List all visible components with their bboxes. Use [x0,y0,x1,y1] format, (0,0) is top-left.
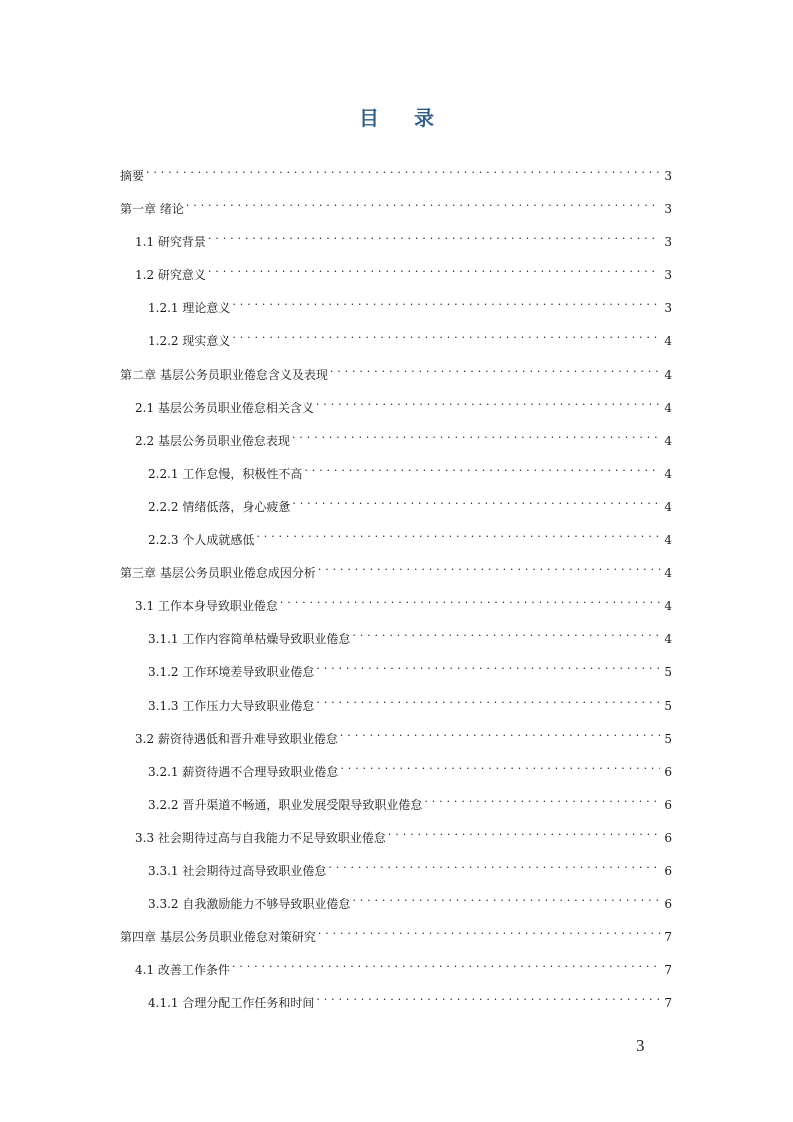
toc-entry-page: 4 [664,433,672,448]
toc-dot-leader [232,292,660,312]
toc-entry[interactable] [120,524,672,557]
toc-entry-page: 5 [664,731,672,746]
toc-entry-page: 3 [664,301,672,316]
toc-dot-leader [330,359,660,379]
toc-entry-page: 6 [664,863,672,878]
toc-dot-leader [208,259,660,279]
toc-dot-leader [316,987,660,1007]
toc-dot-leader [352,888,660,908]
toc-entry-text: 3.3.2 自我激励能力不够导致职业倦怠 [148,897,351,912]
toc-entry[interactable] [120,888,672,921]
toc-entry-page: 4 [664,334,672,349]
toc-entry-text: 摘要 [120,169,145,183]
toc-entry-text: 1.2.2 现实意义 [148,334,231,349]
toc-entry-text: 3.1 工作本身导致职业倦怠 [135,599,278,614]
toc-entry[interactable] [120,160,672,193]
toc-dot-leader [318,921,660,941]
page-number: 3 [636,1036,645,1055]
toc-entry-text: 第一章 绪论 [120,202,184,217]
toc-entry-page: 6 [664,764,672,779]
toc-entry-text: 3.2.1 薪资待遇不合理导致职业倦怠 [148,764,339,779]
toc-entry-text: 3.1.1 工作内容简单枯燥导致职业倦怠 [148,632,351,647]
toc-entry-page: 4 [664,367,672,382]
toc-entry-text: 4.1 改善工作条件 [135,963,230,978]
toc-entry-page: 4 [664,499,672,514]
toc-dot-leader [424,789,660,809]
toc-entry-text: 2.2 基层公务员职业倦怠表现 [135,433,290,448]
toc-entry[interactable] [120,789,672,822]
toc-entry-text: 4.1.1 合理分配工作任务和时间 [148,996,315,1011]
toc-entry[interactable] [120,259,672,292]
toc-entry-text: 2.2.1 工作怠慢，积极性不高 [148,466,303,481]
toc-entry-page: 3 [664,268,672,283]
toc-entry-text: 2.2.3 个人成就感低 [148,533,255,548]
toc-list [120,160,672,1020]
toc-entry-page: 3 [664,169,672,183]
toc-dot-leader [146,160,660,180]
toc-dot-leader [232,954,660,974]
toc-entry[interactable] [120,226,672,259]
toc-entry[interactable] [120,987,672,1020]
toc-dot-leader [316,656,660,676]
toc-entry-page: 4 [664,400,672,415]
toc-entry[interactable] [120,954,672,987]
toc-entry[interactable] [120,193,672,226]
toc-dot-leader [280,590,660,610]
toc-entry-page: 7 [664,996,672,1011]
toc-dot-leader [232,325,660,345]
toc-entry-page: 6 [664,897,672,912]
toc-entry-page: 4 [664,599,672,614]
toc-entry[interactable] [120,756,672,789]
toc-entry-text: 3.1.2 工作环境差导致职业倦怠 [148,665,315,680]
toc-entry-text: 1.2 研究意义 [135,268,206,283]
toc-entry[interactable] [120,392,672,425]
toc-dot-leader [292,425,660,445]
toc-dot-leader [186,193,660,213]
toc-dot-leader [352,623,660,643]
toc-entry-page: 7 [664,963,672,978]
toc-entry-page: 3 [664,202,672,217]
toc-dot-leader [328,855,660,875]
toc-dot-leader [208,226,660,246]
toc-dot-leader [316,690,660,710]
toc-entry-page: 4 [664,466,672,481]
toc-entry[interactable] [120,690,672,723]
toc-entry-page: 5 [664,698,672,713]
toc-title: 目 录 [359,106,448,130]
toc-entry-text: 3.2.2 晋升渠道不畅通，职业发展受限导致职业倦怠 [148,797,423,812]
toc-entry-text: 3.2 薪资待遇低和晋升难导致职业倦怠 [135,731,338,746]
toc-entry[interactable] [120,822,672,855]
toc-entry[interactable] [120,458,672,491]
toc-entry[interactable] [120,325,672,358]
toc-entry-page: 7 [664,930,672,945]
toc-dot-leader [340,723,660,743]
toc-entry-page: 3 [664,235,672,250]
toc-entry-text: 2.2.2 情绪低落，身心疲惫 [148,499,291,514]
toc-entry-text: 2.1 基层公务员职业倦怠相关含义 [135,400,314,415]
toc-dot-leader [316,392,660,412]
toc-dot-leader [256,524,660,544]
toc-entry-text: 第四章 基层公务员职业倦怠对策研究 [120,930,316,945]
toc-entry-text: 1.1 研究背景 [135,235,206,250]
toc-entry[interactable] [120,491,672,524]
toc-entry-page: 4 [664,566,672,581]
toc-dot-leader [388,822,660,842]
toc-entry-page: 5 [664,665,672,680]
toc-entry[interactable] [120,623,672,656]
toc-entry-page: 4 [664,533,672,548]
toc-entry-text: 第三章 基层公务员职业倦怠成因分析 [120,566,316,581]
toc-entry[interactable] [120,656,672,689]
toc-entry[interactable] [120,723,672,756]
toc-entry-text: 3.1.3 工作压力大导致职业倦怠 [148,698,315,713]
toc-entry[interactable] [120,921,672,954]
toc-entry-text: 第二章 基层公务员职业倦怠含义及表现 [120,367,328,382]
toc-dot-leader [292,491,660,511]
toc-entry[interactable] [120,292,672,325]
toc-entry[interactable] [120,590,672,623]
toc-entry[interactable] [120,855,672,888]
toc-entry-page: 4 [664,632,672,647]
toc-dot-leader [318,557,660,577]
toc-entry-page: 6 [664,830,672,845]
toc-entry[interactable] [120,425,672,458]
toc-entry[interactable] [120,557,672,590]
toc-entry-page: 6 [664,797,672,812]
toc-entry-text: 3.3 社会期待过高与自我能力不足导致职业倦怠 [135,830,386,845]
toc-entry-text: 3.3.1 社会期待过高导致职业倦怠 [148,863,327,878]
toc-entry[interactable] [120,359,672,392]
toc-entry-text: 1.2.1 理论意义 [148,301,231,316]
toc-dot-leader [304,458,660,478]
toc-dot-leader [340,756,660,776]
